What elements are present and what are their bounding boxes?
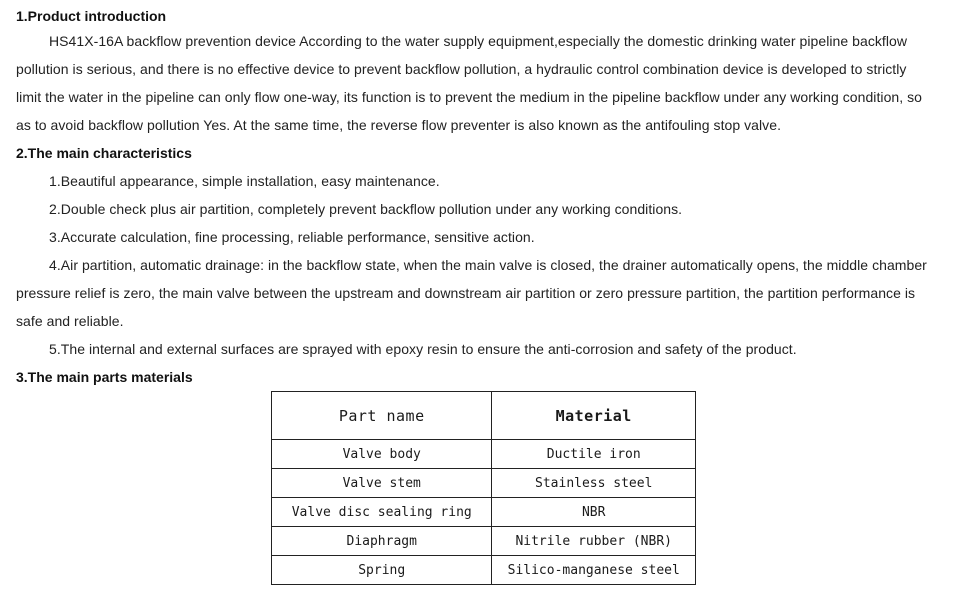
list-item: 1.Beautiful appearance, simple installation, easy maintenance. [49, 173, 440, 189]
column-header-material: Material [492, 392, 696, 440]
table-row [272, 440, 696, 469]
part-name-cell: Spring [272, 556, 492, 585]
materials-table [271, 391, 696, 585]
list-item: 2.Double check plus air partition, completely prevent backflow pollution under any working conditions. [49, 201, 683, 217]
list-item: 4.Air partition, automatic drainage: in the backflow state, when the main valve is closed, the drainer automatically opens, the middle chamber [49, 257, 927, 273]
material-cell: Stainless steel [492, 469, 696, 498]
material-cell: NBR [492, 498, 696, 527]
section-heading-parts-materials: 3.The main parts materials [16, 369, 193, 385]
list-item-continuation: safe and reliable. [16, 313, 124, 329]
paragraph-line: limit the water in the pipeline can only flow one-way, its function is to prevent the medium in the pipeline backflow under any working condition, so [16, 89, 923, 105]
table-header-row [272, 392, 696, 440]
paragraph-line: as to avoid backflow pollution Yes. At the same time, the reverse flow preventer is also known as the antifouling stop valve. [16, 117, 782, 133]
list-item-continuation: pressure relief is zero, the main valve between the upstream and downstream air partition or zero pressure partition, the partition performance is [16, 285, 916, 301]
material-cell: Nitrile rubber (NBR) [492, 527, 696, 556]
part-name-cell: Valve disc sealing ring [272, 498, 492, 527]
section-heading-product-introduction: 1.Product introduction [16, 8, 167, 24]
column-header-part-name: Part name [272, 392, 492, 440]
paragraph-line: pollution is serious, and there is no effective device to prevent backflow pollution, a hydraulic control combination device is developed to strictly [16, 61, 907, 77]
material-cell: Silico-manganese steel [492, 556, 696, 585]
section-heading-main-characteristics: 2.The main characteristics [16, 145, 192, 161]
table-row [272, 556, 696, 585]
part-name-cell: Diaphragm [272, 527, 492, 556]
table-row [272, 469, 696, 498]
table-row [272, 527, 696, 556]
paragraph-line: HS41X-16A backflow prevention device According to the water supply equipment,especially the domestic drinking water pipeline backflow [49, 33, 908, 49]
part-name-cell: Valve body [272, 440, 492, 469]
list-item: 5.The internal and external surfaces are sprayed with epoxy resin to ensure the anti-corrosion and safety of the product. [49, 341, 797, 357]
material-cell: Ductile iron [492, 440, 696, 469]
part-name-cell: Valve stem [272, 469, 492, 498]
list-item: 3.Accurate calculation, fine processing, reliable performance, sensitive action. [49, 229, 535, 245]
table-row [272, 498, 696, 527]
